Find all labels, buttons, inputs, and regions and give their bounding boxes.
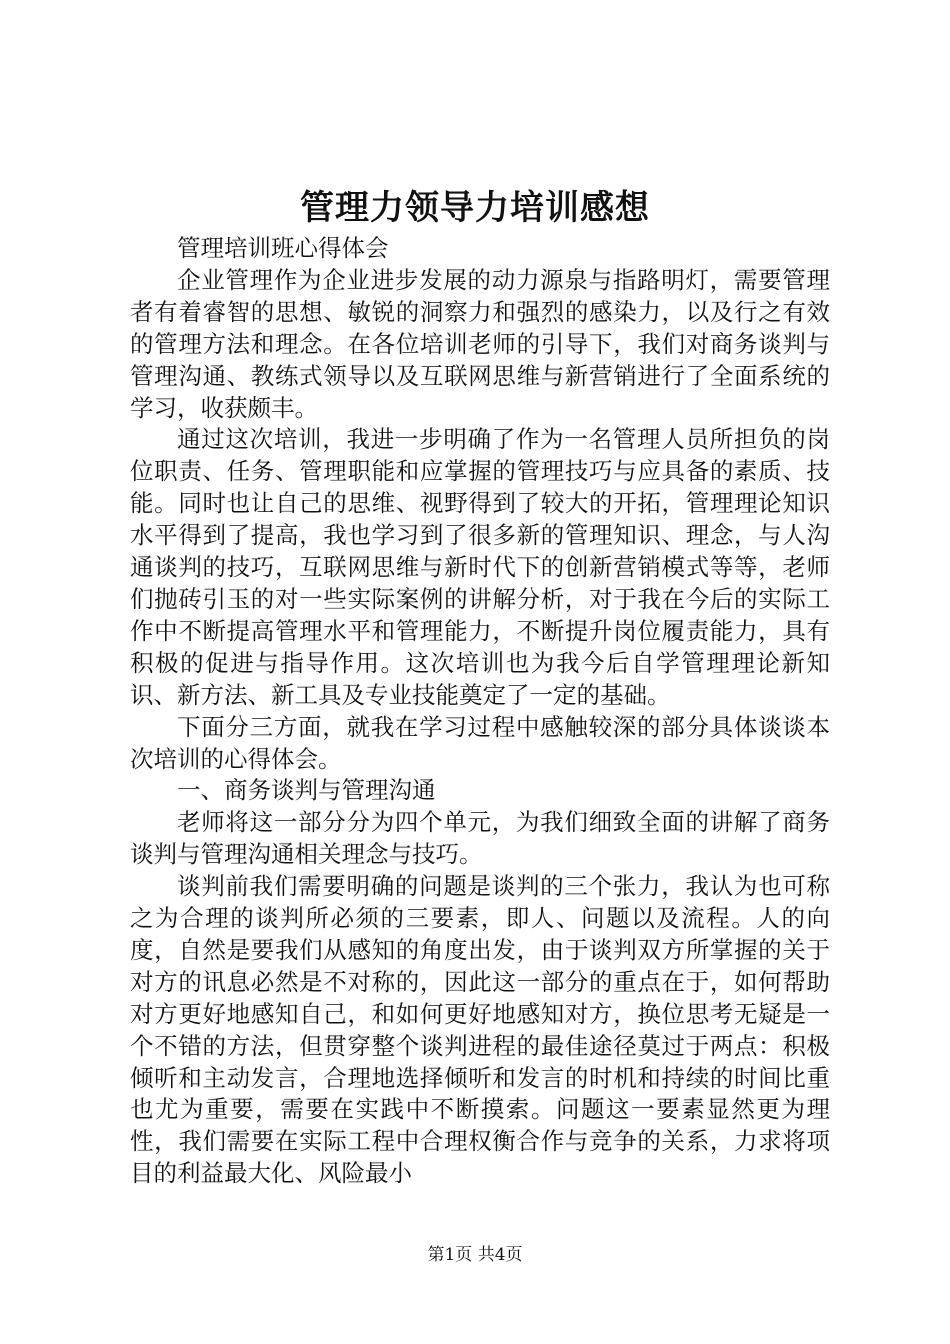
body-paragraph: 企业管理作为企业进步发展的动力源泉与指路明灯，需要管理者有着睿智的思想、敏锐的洞察力和强烈的感染力，以及行之有效的管理方法和理念。在各位培训老师的引导下，我们对商务谈判与管理沟通、教练式领导以及互联网思维与新营销进行了全面系统的学习，收获颇丰。 — [130, 265, 830, 422]
body-paragraph: 谈判前我们需要明确的问题是谈判的三个张力，我认为也可称之为合理的谈判所必须的三要素，即人、问题以及流程。人的向度，自然是要我们从感知的角度出发，由于谈判双方所掌握的关于对方的讯息必然是不对称的，因此这一部分的重点在于，如何帮助对方更好地感知自己，和如何更好地感知对方，换位思考无疑是一个不错的方法，但贯穿整个谈判进程的最佳途径莫过于两点：积极倾听和主动发言，合理地选择倾听和发言的时机和持续的时间比重也尤为重要，需要在实践中不断摸索。问题这一要素显然更为理性，我们需要在实际工程中合理权衡合作与竞争的关系，力求将项目的利益最大化、风险最小 — [130, 872, 830, 1188]
document-body — [130, 233, 830, 1190]
document-title: 管理力领导力培训感想 — [300, 188, 650, 228]
page-footer: 第1页 共4页 — [427, 1245, 523, 1265]
body-paragraph: 下面分三方面，就我在学习过程中感触较深的部分具体谈谈本次培训的心得体会。 — [130, 712, 830, 773]
body-paragraph: 老师将这一部分分为四个单元，为我们细致全面的讲解了商务谈判与管理沟通相关理念与技巧。 — [130, 808, 830, 869]
body-paragraph: 通过这次培训，我进一步明确了作为一名管理人员所担负的岗位职责、任务、管理职能和应掌握的管理技巧与应具备的素质、技能。同时也让自己的思维、视野得到了较大的开拓，管理理论知识水平得到了提高，我也学习到了很多新的管理知识、理念，与人沟通谈判的技巧，互联网思维与新时代下的创新营销模式等等，老师们抛砖引玉的对一些实际案例的讲解分析，对于我在今后的实际工作中不断提高管理水平和管理能力，不断提升岗位履责能力，具有积极的促进与指导作用。这次培训也为我今后自学管理理论新知识、新方法、新工具及专业技能奠定了一定的基础。 — [130, 425, 830, 709]
subtitle-paragraph: 管理培训班心得体会 — [177, 234, 389, 262]
section-heading: 一、商务谈判与管理沟通 — [177, 776, 436, 805]
